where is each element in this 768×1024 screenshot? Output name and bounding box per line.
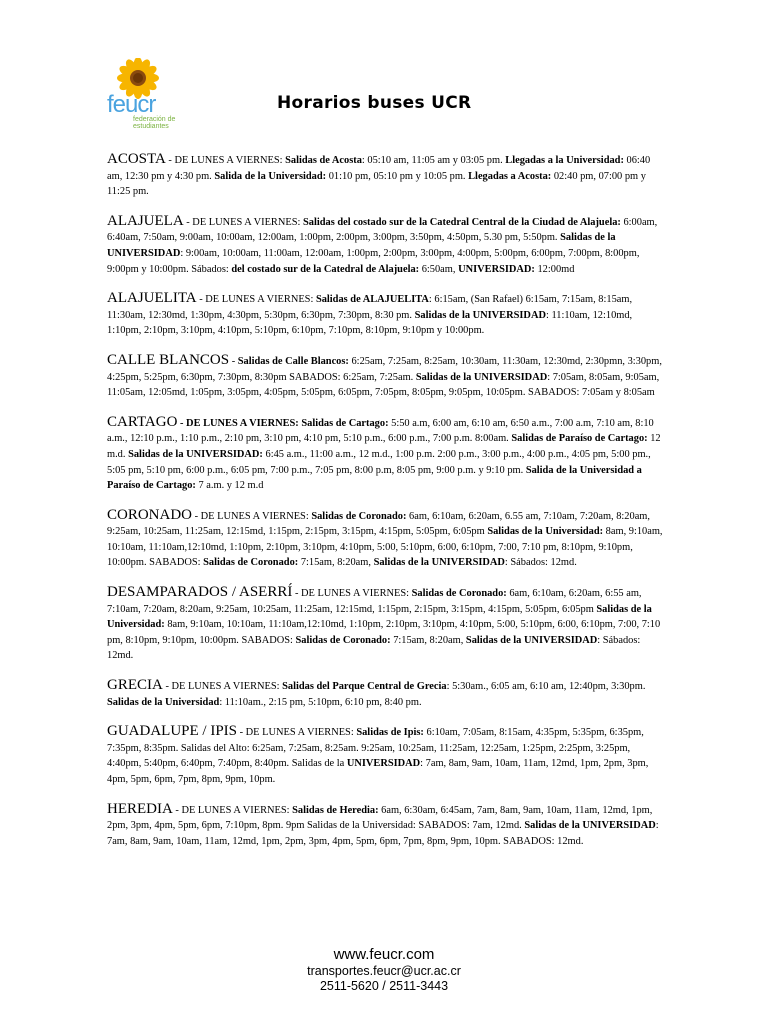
schedule-times: - DE LUNES A VIERNES: (192, 510, 312, 522)
city-name: CARTAGO (107, 413, 178, 430)
schedule-entry (107, 724, 667, 787)
city-name: ALAJUELITA (107, 290, 197, 307)
schedule-times: : 11:10am., 2:15 pm, 5:10pm, 6:10 pm, 8:40 pm. (219, 696, 422, 708)
schedule-label: Salidas de la UNIVERSIDAD (414, 309, 546, 321)
schedule-label: Salidas de la Universidad (107, 696, 220, 708)
schedule-times: - (229, 355, 238, 367)
schedule-label: Llegadas a Acosta: (468, 170, 552, 182)
schedule-times: : 6:15am, (San Rafael) 6:15am, 7:15am, 8:15am, 11:30am, 12:30md, 1:30pm, 4:30pm, 5:30pm, 6:30pm, 7:30pm, 8:30 pm. (107, 294, 633, 321)
page-header (105, 58, 725, 138)
schedule-times: 6:50am, (419, 263, 459, 275)
schedule-times: 01:10 pm, 05:10 pm y 10:05 pm. (326, 170, 469, 182)
schedule-times: 12 m.d. (107, 433, 661, 460)
schedule-label: UNIVERSIDAD: (458, 263, 535, 275)
schedule-times: 8am, 9:10am, 10:10am, 11:10am,12:10md, 1:10pm, 2:10pm, 3:10pm, 4:10pm, 5:00, 5:10pm, 6:00, 6:10pm, 7:00, 7:10 pm, 8:10pm, 9:10pm, 10:00pm. SABADOS: (107, 526, 663, 569)
schedule-times: - DE LUNES A VIERNES: (196, 294, 316, 306)
schedule-label: - DE LUNES A VIERNES: (177, 417, 302, 429)
schedule-times: 5:50 a.m, 6:00 am, 6:10 am, 6:50 a.m., 7:00 a.m, 7:10 am, 8:10 a.m., 12:10 p.m., 1:10 p.m., 2:10 pm, 3:10 pm, 4:10 pm, 5:10 p.m., 6:00 p.m., 7:00 p.m. 8:00am. (107, 417, 654, 445)
schedule-entry (107, 214, 667, 277)
schedule-list (107, 152, 667, 863)
schedule-label: Salida de la Universidad: (214, 170, 327, 182)
city-name: HEREDIA (107, 800, 173, 817)
city-name: CALLE BLANCOS (107, 351, 230, 368)
schedule-times: : Sábados: 12md. (504, 557, 577, 569)
schedule-times: : 7am, 8am, 9am, 10am, 11am, 12md, 1pm, 2pm, 3pm, 4pm, 5pm, 6pm, 7pm, 8pm, 9pm, 10pm. (107, 758, 649, 785)
footer-email[interactable]: transportes.feucr@ucr.ac.cr (307, 964, 461, 978)
city-name: ALAJUELA (107, 212, 184, 229)
schedule-label: Salidas de la UNIVERSIDAD (107, 232, 616, 259)
schedule-times: - DE LUNES A VIERNES: (162, 681, 283, 693)
schedule-label: Salidas de Cartago: (301, 417, 389, 429)
schedule-times: 6am, 6:10am, 6:20am, 6:55 am, 7:10am, 7:20am, 8:20am, 9:25am, 10:25am, 11:25am, 12:15md, 1:15pm, 2:15pm, 3:15pm, 4:15pm, 5:05pm, 6:05pm (107, 588, 642, 615)
schedule-label: Salidas de Coronado: (203, 557, 299, 569)
logo-wordmark: feucr (107, 91, 156, 118)
schedule-times: - DE LUNES A VIERNES: (292, 588, 412, 600)
city-name: CORONADO (107, 506, 193, 523)
schedule-entry (107, 802, 667, 850)
schedule-label: Salidas de la Universidad: (107, 603, 652, 631)
schedule-label: Salidas de Acosta (285, 155, 362, 166)
schedule-label: del costado sur de la Catedral de Alajuela: (231, 263, 420, 275)
schedule-times: 7:15am, 8:20am, (390, 634, 466, 646)
schedule-times: - DE LUNES A VIERNES: (165, 155, 286, 166)
schedule-label: Salida de la Universidad a Paraíso de Cartago: (107, 464, 642, 492)
schedule-label: Llegadas a la Universidad: (505, 155, 624, 166)
schedule-label: Salidas de la UNIVERSIDAD (524, 820, 656, 832)
logo-subtext: federación de estudiantes (133, 116, 176, 130)
schedule-times: 6:25am, 7:25am, 8:25am, 10:30am, 11:30am, 12:30md, 2:30pmn, 3:30pm, 4:25pm, 5:25pm, 6:30pm, 7:30pm, 8:30pm SABADOS: 6:25am, 7:25am. (107, 355, 662, 383)
schedule-times: 7 a.m. y 12 m.d (195, 480, 264, 492)
schedule-entry (107, 585, 667, 664)
schedule-times: 6am, 6:30am, 6:45am, 7am, 8am, 9am, 10am, 11am, 12md, 1pm, 2pm, 3pm, 4pm, 5pm, 6pm, 7:10pm, 8pm. 9pm Salidas de la Universidad: SABADOS: 7am, 12md. (107, 804, 653, 832)
feucr-logo (105, 58, 175, 138)
schedule-times: 6:45 a.m., 11:00 a.m., 12 m.d., 1:00 p.m. 2:00 p.m., 3:00 p.m., 4:00 p.m., 4:05 pm, 5:00 pm., 5:05 pm, 5:10 pm, 6:00 p.m., 6:05 pm, 7:00 p.m., 7:05 pm, 8:00 p.m, 8:05 pm, 9:00 p.m. y 9:10 pm. (107, 448, 651, 476)
schedule-times: : 9:00am, 10:00am, 11:00am, 12:00am, 1:00pm, 2:00pm, 3:00pm, 4:00pm, 5:00pm, 6:00pm, 7:00pm, 8:00pm, 9:00pm y 10:00pm. Sábados: (107, 247, 640, 275)
schedule-times: 6:10am, 7:05am, 8:15am, 4:35pm, 5:35pm, 6:35pm, 7:35pm, 8:35pm. Salidas del Alto: 6:25am, 7:25am, 8:25am. 9:25am, 10:25am, 11:25am, 12:25am, 1:25pm, 2:25pm, 3:25pm, 4:40pm, 5:40pm, 6:40pm, 7:40pm, 8:40pm. Salidas de la (107, 727, 644, 770)
schedule-label: Salidas de la UNIVERSIDAD: (128, 448, 263, 460)
schedule-label: Salidas de ALAJUELITA (315, 294, 429, 306)
schedule-label: Salidas de la Universidad: (487, 526, 604, 538)
schedule-times: 12:00md (534, 263, 575, 275)
schedule-times: : 11:10am, 12:10md, 1:10pm, 2:10pm, 3:10pm, 4:10pm, 5:10pm, 6:10pm, 7:10pm, 8:10pm, 9:10pm y 10:00pm. (107, 309, 633, 337)
city-name: GRECIA (107, 677, 163, 694)
city-name: DESAMPARADOS / ASERRÍ (107, 584, 293, 601)
schedule-label: Salidas de la UNIVERSIDAD (373, 557, 505, 569)
schedule-label: Salidas de Coronado: (411, 588, 507, 600)
city-name: ACOSTA (107, 151, 166, 167)
schedule-label: Salidas de la UNIVERSIDAD (415, 371, 548, 383)
schedule-label: Salidas de Coronado: (311, 510, 407, 522)
footer (0, 946, 768, 994)
schedule-times: : 5:30am., 6:05 am, 6:10 am, 12:40pm, 3:30pm. (446, 681, 646, 693)
schedule-times: 8am, 9:10am, 10:10am, 11:10am,12:10md, 1:10pm, 2:10pm, 3:10pm, 4:10pm, 5:00, 5:10pm, 6:00, 6:10pm, 7:00, 7:10 pm, 8:10pm, 9:10pm, 10:00pm. SABADOS: (107, 619, 661, 646)
schedule-times: - DE LUNES A VIERNES: (183, 216, 303, 228)
schedule-entry (107, 291, 667, 339)
schedule-entry (107, 678, 667, 710)
schedule-times: : 7:05am, 8:05am, 9:05am, 11:05am, 12:05md, 1:05pm, 3:05pm, 4:05pm, 5:05pm, 6:05pm, 7:05pm, 8:05pm, 9:05pm, 10:05pm. SABADOS: 7:05am y 8:05am (107, 371, 660, 399)
schedule-label: Salidas de Ipis: (356, 727, 424, 739)
schedule-label: Salidas de Coronado: (295, 634, 391, 646)
schedule-label: Salidas de Paraíso de Cartago: (511, 433, 648, 445)
schedule-times: : Sábados: 12md. (107, 634, 641, 662)
city-name: GUADALUPE / IPIS (107, 723, 238, 740)
schedule-times: 6:00am, 6:40am, 7:50am, 9:00am, 10:00am, 12:00am, 1:00pm, 2:00pm, 3:00pm, 3:50pm, 4:50pm, 5.30 pm, 5:50pm. (107, 216, 658, 244)
schedule-times: - DE LUNES A VIERNES: (237, 727, 357, 739)
schedule-times: 06:40 am, 12:30 pm y 4:30 pm. (107, 155, 651, 182)
schedule-times: 02:40 pm, 07:00 pm y 11:25 pm. (107, 170, 646, 198)
schedule-times: : 7am, 8am, 9am, 10am, 11am, 12md, 1pm, 2pm, 3pm, 4pm, 5pm, 6pm, 7pm, 8pm, 9pm, 10pm. SABADOS: 12md. (107, 820, 659, 847)
schedule-times: : 05:10 am, 11:05 am y 03:05 pm. (361, 155, 506, 166)
schedule-times: 6am, 6:10am, 6:20am, 6.55 am, 7:10am, 7:20am, 8:20am, 9:25am, 10:25am, 11:25am, 12:15md, 1:15pm, 2:15pm, 3:15pm, 4:15pm, 5:05pm, 6:05pm (107, 510, 650, 538)
schedule-times: 7:15am, 8:20am, (298, 557, 374, 569)
schedule-times: - DE LUNES A VIERNES: (172, 804, 293, 816)
schedule-label: Salidas de la UNIVERSIDAD (465, 634, 598, 646)
schedule-entry (107, 415, 667, 494)
schedule-label: Salidas del costado sur de la Catedral Central de la Ciudad de Alajuela: (302, 216, 621, 228)
schedule-entry (107, 152, 667, 200)
footer-website[interactable]: www.feucr.com (333, 946, 435, 963)
schedule-entry (107, 353, 667, 401)
schedule-label: Salidas de Heredia: (292, 804, 379, 816)
page-title: Horarios buses UCR (277, 93, 472, 113)
schedule-label: Salidas del Parque Central de Grecia (282, 681, 447, 693)
schedule-label: Salidas de Calle Blancos: (237, 355, 349, 367)
schedule-label: UNIVERSIDAD (346, 758, 421, 770)
schedule-entry (107, 508, 667, 571)
footer-phones: 2511-5620 / 2511-3443 (319, 979, 449, 993)
